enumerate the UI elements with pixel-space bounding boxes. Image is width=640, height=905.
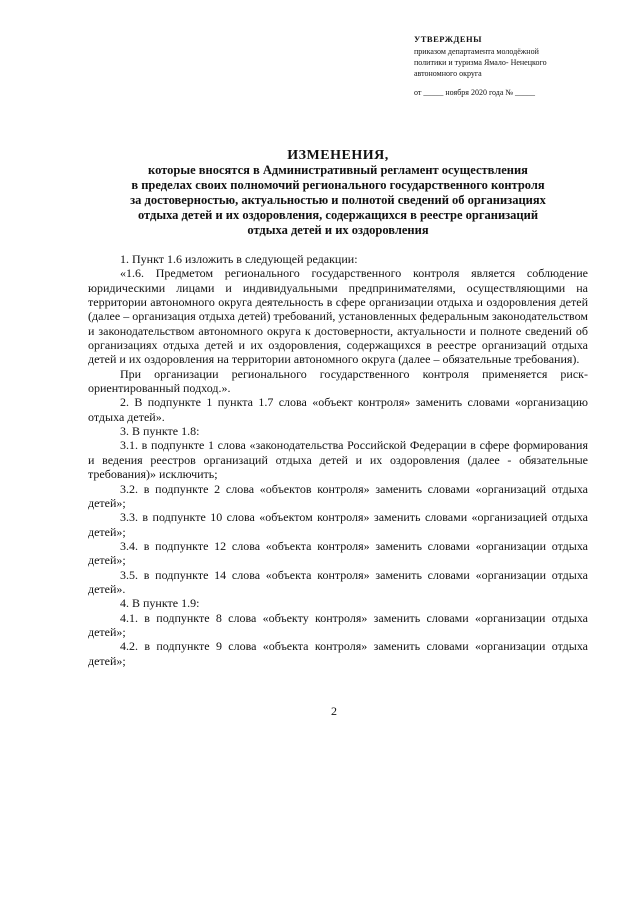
approval-heading: УТВЕРЖДЕНЫ <box>414 34 483 44</box>
paragraph: 3. В пункте 1.8: <box>120 424 200 439</box>
approval-line: политики и туризма Ямало- Ненецкого <box>414 58 547 67</box>
paragraph: 3.3. в подпункте 10 слова «объектом контроля» заменить словами «организацией отдыха детей»; <box>88 510 588 539</box>
paragraph: 3.1. в подпункте 1 слова «законодательства Российской Федерации в сфере формирования и ведения реестров организаций отдыха детей и их оздоровления (далее - обязательные требования)» исключить; <box>88 438 588 482</box>
page-number: 2 <box>331 704 337 718</box>
title-heading: ИЗМЕНЕНИЯ, <box>287 148 389 163</box>
title-line: в пределах своих полномочий регионального государственного контроля <box>131 178 545 192</box>
approval-line: автономного округа <box>414 69 482 78</box>
paragraph: При организации регионального государственного контроля применяется риск-ориентированный подход.». <box>88 366 588 396</box>
paragraph: «1.6. Предметом регионального государственного контроля является соблюдение юридическими лицами и индивидуальными предпринимателями, осуществляющими на территории автономного округа деятельность в сфере организации отдыха и оздоровления детей (далее – организация отдыха детей) требований, установленных федеральным законодательством и законодательством автономного округа к достоверности, актуальности и полноте сведений об организациях отдыха детей и их оздоровления, содержащихся в реестре организаций отдыха детей и их оздоровления на территории автономного округа (далее – обязательные требования). <box>88 266 588 367</box>
approval-line: приказом департамента молодёжной <box>414 47 539 56</box>
document-body <box>88 252 588 668</box>
title-line: отдыха детей и их оздоровления <box>247 223 429 237</box>
paragraph: 1. Пункт 1.6 изложить в следующей редакции: <box>120 252 358 266</box>
title-line: которые вносятся в Административный регламент осуществления <box>148 163 528 177</box>
paragraph: 4.1. в подпункте 8 слова «объекту контроля» заменить словами «организации отдыха детей»; <box>88 610 588 639</box>
paragraph: 3.5. в подпункте 14 слова «объекта контроля» заменить словами «организации отдыха детей». <box>88 567 588 596</box>
paragraph: 4.2. в подпункте 9 слова «объекта контроля» заменить словами «организации отдыха детей»; <box>88 639 588 668</box>
paragraph: 3.2. в подпункте 2 слова «объектов контроля» заменить словами «организаций отдыха детей»; <box>88 481 588 510</box>
paragraph: 3.4. в подпункте 12 слова «объекта контроля» заменить словами «организации отдыха детей»; <box>88 538 588 568</box>
paragraph: 2. В подпункте 1 пункта 1.7 слова «объект контроля» заменить словами «организацию отдыха детей». <box>88 395 588 424</box>
approval-date: от _____ ноября 2020 года № _____ <box>414 88 536 97</box>
title-line: отдыха детей и их оздоровления, содержащихся в реестре организаций <box>137 208 539 222</box>
paragraph: 4. В пункте 1.9: <box>120 596 200 611</box>
document-title <box>88 148 588 238</box>
title-line: за достоверностью, актуальностью и полнотой сведений об организациях <box>130 193 546 207</box>
approval-stamp <box>414 34 604 98</box>
